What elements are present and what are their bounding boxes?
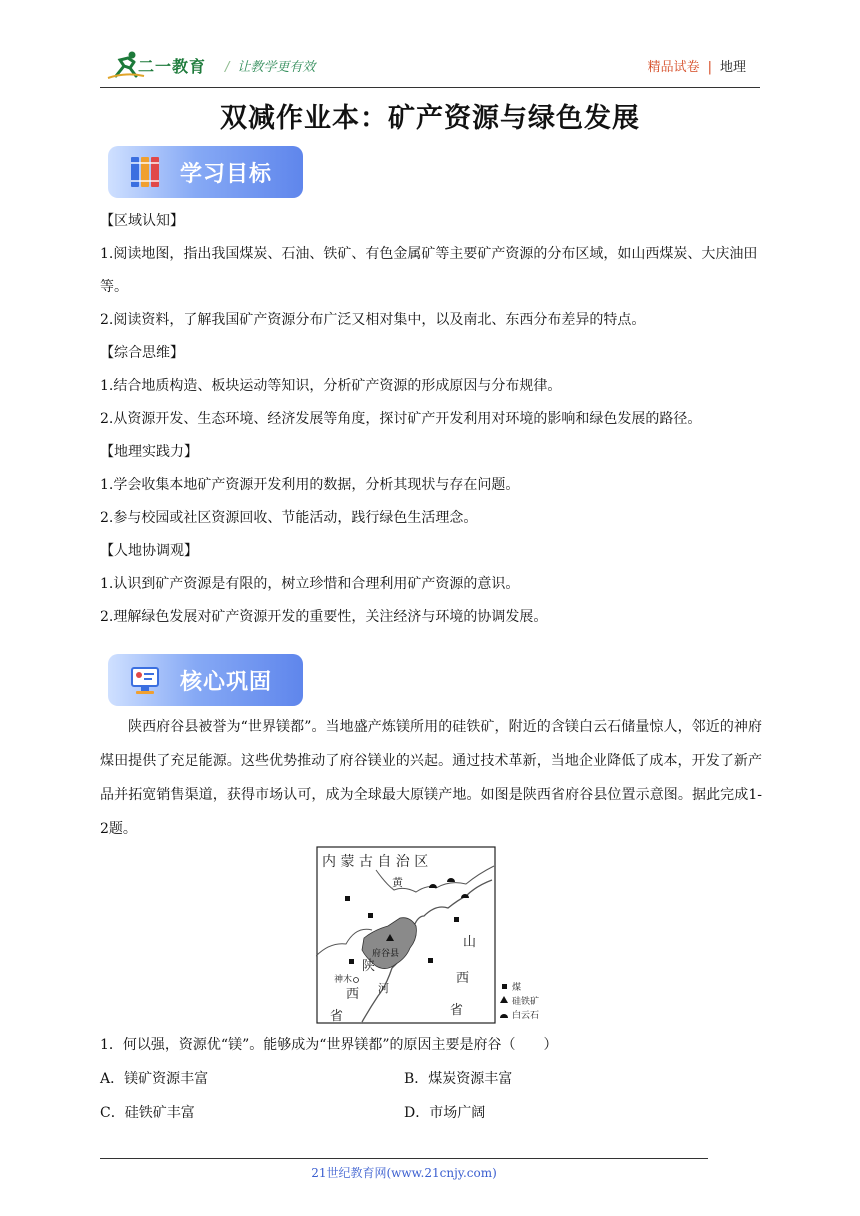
map-label-sheng: 省 [450, 1003, 464, 1018]
question-stem: 1．何以强，资源优“镁”。能够成为“世界镁都”的原因主要是府谷（ ） [100, 1037, 558, 1053]
exam-tag: 精品试卷 [647, 60, 700, 75]
map-label-he: 河 [378, 982, 389, 995]
header-rule [100, 87, 760, 88]
coal-marker [428, 958, 433, 963]
option-b[interactable]: B．煤炭资源丰富 [404, 1071, 513, 1087]
slogan-text: 让教学更有效 [237, 60, 316, 75]
goal-item: 2.理解绿色发展对矿产资源开发的重要性，关注经济与环境的协调发展。 [100, 609, 548, 625]
legend-ferrosilicon: 硅铁矿 [512, 997, 540, 1007]
learning-goals [100, 205, 762, 634]
map-label-shaan: 陕 [362, 959, 376, 974]
triangle-icon [500, 996, 508, 1003]
option-a[interactable]: A．镁矿资源丰富 [100, 1071, 209, 1087]
brand-name: 二一教育 [138, 57, 207, 76]
page-header [100, 46, 760, 86]
coal-marker [345, 896, 350, 901]
map-label-huang: 黄 [392, 876, 403, 889]
section-banner-goals [108, 146, 303, 198]
goal-item: 2.从资源开发、生态环境、经济发展等角度，探讨矿产开发利用对环境的影响和绿色发展的路径。 [100, 411, 702, 427]
map-label-shenmu: 神木 [334, 975, 353, 985]
goal-heading: 【地理实践力】 [100, 444, 198, 460]
map-legend [500, 981, 539, 1021]
goal-heading: 【区域认知】 [100, 213, 184, 229]
map-label-inner-mongolia: 内 蒙 古 自 治 区 [322, 854, 429, 870]
goal-heading: 【人地协调观】 [100, 543, 198, 559]
slogan: / 让教学更有效 [225, 60, 316, 75]
goal-heading: 【综合思维】 [100, 345, 184, 361]
coal-marker [454, 917, 459, 922]
goal-item: 1.认识到矿产资源是有限的，树立珍惜和合理利用矿产资源的意识。 [100, 576, 520, 592]
option-c[interactable]: C．硅铁矿丰富 [100, 1105, 195, 1121]
goal-item: 2.阅读资料，了解我国矿产资源分布广泛又相对集中，以及南北、东西分布差异的特点。 [100, 312, 646, 328]
coal-marker [349, 959, 354, 964]
subject-label: 地理 [719, 60, 746, 75]
footer-rule [100, 1158, 708, 1159]
map-label-shan: 山 [463, 935, 477, 950]
goal-item: 1.阅读地图，指出我国煤炭、石油、铁矿、有色金属矿等主要矿产资源的分布区域，如山西煤炭、大庆油田等。 [100, 246, 758, 295]
page-title: 双减作业本：矿产资源与绿色发展 [220, 103, 640, 134]
goal-item: 1.结合地质构造、板块运动等知识，分析矿产资源的形成原因与分布规律。 [100, 378, 562, 394]
header-divider: | [707, 60, 712, 75]
square-icon [502, 984, 507, 989]
map-label-fugu: 府谷县 [372, 949, 400, 959]
monitor-tools-icon [128, 662, 164, 698]
fugu-location-map [316, 846, 546, 1024]
half-circle-icon [500, 1014, 508, 1018]
footer-source[interactable]: 21世纪教育网(www.21cnjy.com) [311, 1166, 497, 1180]
map-label-xi: 西 [456, 971, 470, 986]
books-icon [128, 154, 164, 190]
map-label-sheng2: 省 [330, 1009, 344, 1024]
coal-marker [368, 913, 373, 918]
section-label: 核心巩固 [180, 670, 273, 695]
header-right [648, 56, 746, 75]
legend-coal: 煤 [512, 983, 522, 993]
legend-dolomite: 白云石 [512, 1011, 540, 1021]
option-d[interactable]: D．市场广阔 [404, 1105, 486, 1121]
map-label-xi2: 西 [346, 987, 360, 1002]
section-label: 学习目标 [180, 162, 273, 187]
goal-item: 1.学会收集本地矿产资源开发利用的数据，分析其现状与存在问题。 [100, 477, 520, 493]
goal-item: 2.参与校园或社区资源回收、节能活动，践行绿色生活理念。 [100, 510, 478, 526]
reading-passage: 陕西府谷县被誉为“世界镁都”。当地盛产炼镁所用的硅铁矿，附近的含镁白云石储量惊人，邻近的神府煤田提供了充足能源。这些优势推动了府谷镁业的兴起。通过技术革新，当地企业降低了成本，开发了新产品并拓宽销售渠道，获得市场认可，成为全球最大原镁产地。如图是陕西省府谷县位置示意图。据此完成1-2题。 [100, 719, 762, 837]
section-banner-core [108, 654, 303, 706]
